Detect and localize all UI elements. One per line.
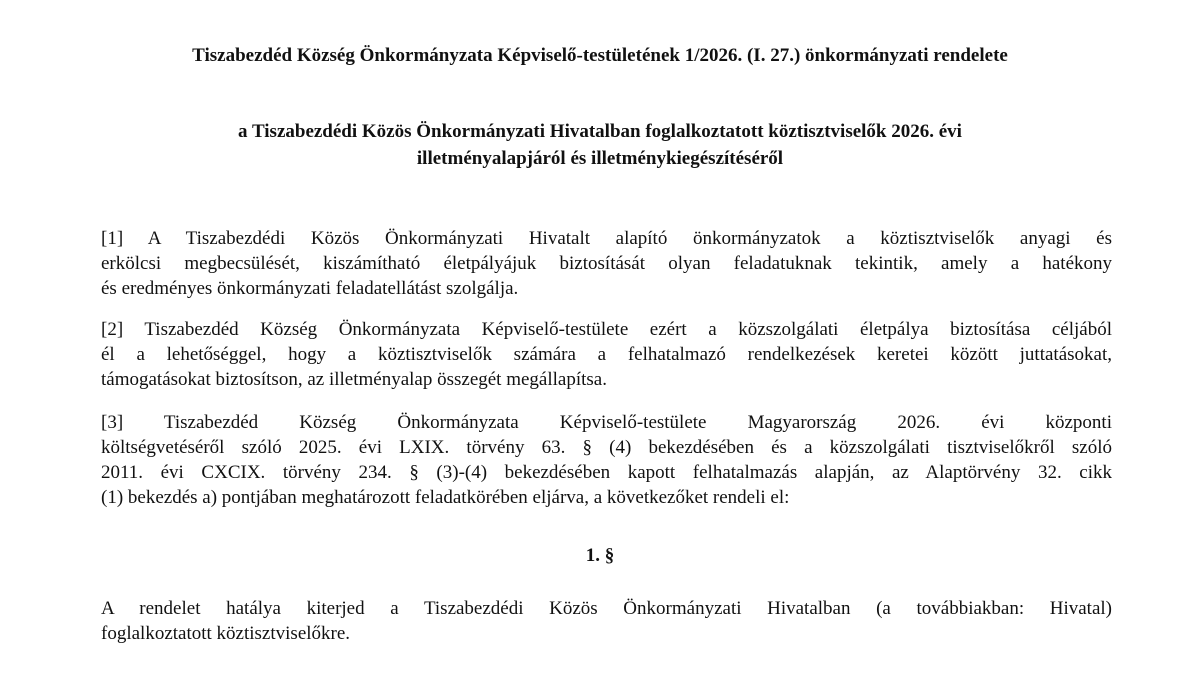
- section-1-paragraph: [101, 596, 1112, 646]
- paragraph-line: költségvetéséről szóló 2025. évi LXIX. törvény 63. § (4) bekezdésében és a közszolgálati tisztviselőkről szóló: [101, 437, 1112, 458]
- paragraph-line: 2011. évi CXCIX. törvény 234. § (3)-(4) bekezdésében kapott felhatalmazás alapján, az Alaptörvény 32. cikk: [101, 462, 1112, 483]
- paragraph-line: [1] A Tiszabezdédi Közös Önkormányzati Hivatalt alapító önkormányzatok a köztisztviselők anyagi és: [101, 228, 1112, 249]
- paragraph-line: él a lehetőséggel, hogy a köztisztviselők számára a felhatalmazó rendelkezések keretei között juttatásokat,: [101, 344, 1112, 365]
- preamble-paragraph-3: [101, 410, 1112, 510]
- paragraph-line: [2] Tiszabezdéd Község Önkormányzata Képviselő-testülete ezért a közszolgálati életpálya biztosítása céljából: [101, 319, 1112, 340]
- preamble-paragraph-2: [101, 317, 1112, 392]
- regulation-subtitle-line-1: a Tiszabezdédi Közös Önkormányzati Hivatalban foglalkoztatott köztisztviselők 2026. évi: [238, 121, 962, 142]
- section-heading-1: 1. §: [585, 545, 615, 566]
- paragraph-line: (1) bekezdés a) pontjában meghatározott feladatkörében eljárva, a következőket rendeli el:: [101, 487, 790, 508]
- paragraph-line: A rendelet hatálya kiterjed a Tiszabezdédi Közös Önkormányzati Hivatalban (a továbbiakban: Hivatal): [101, 598, 1112, 619]
- regulation-title: Tiszabezdéd Község Önkormányzata Képviselő-testületének 1/2026. (I. 27.) önkormányzati rendelete: [192, 45, 1008, 66]
- regulation-subtitle-line-2: illetményalapjáról és illetménykiegészítéséről: [416, 148, 784, 169]
- paragraph-line: foglalkoztatott köztisztviselőkre.: [101, 623, 351, 644]
- paragraph-line: és eredményes önkormányzati feladatellátást szolgálja.: [101, 278, 519, 299]
- paragraph-line: támogatásokat biztosítson, az illetményalap összegét megállapítsa.: [101, 369, 607, 390]
- preamble-paragraph-1: [101, 226, 1112, 301]
- paragraph-line: [3] Tiszabezdéd Község Önkormányzata Képviselő-testülete Magyarország 2026. évi központi: [101, 412, 1112, 433]
- paragraph-line: erkölcsi megbecsülését, kiszámítható életpályájuk biztosítását olyan feladatuknak tekintik, amely a hatékony: [101, 253, 1112, 274]
